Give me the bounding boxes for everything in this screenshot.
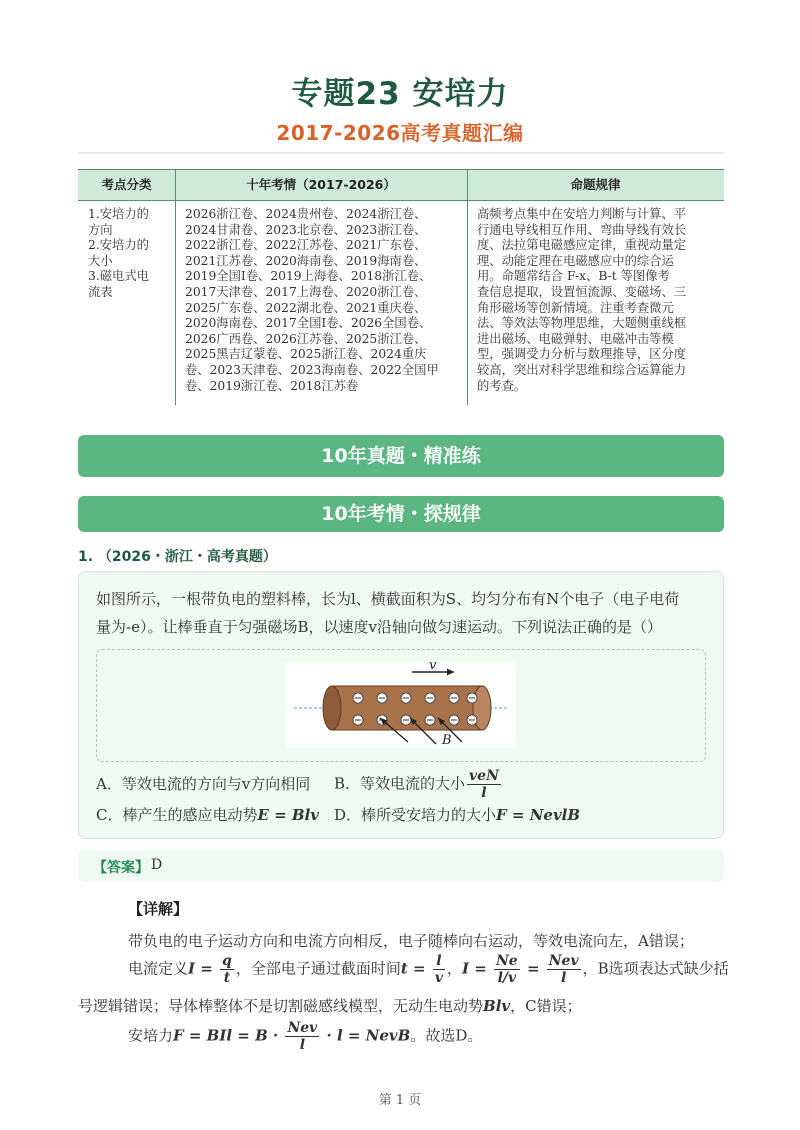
cell-line: 流表 bbox=[88, 284, 113, 299]
cell-line: 法、等效法等物理思维，大题侧重线框 bbox=[477, 316, 687, 331]
charged-rod-figure bbox=[286, 662, 516, 748]
detail-text: ，全部电子通过截面时间 bbox=[235, 959, 401, 978]
option-c bbox=[96, 804, 319, 825]
title-divider bbox=[78, 152, 724, 154]
cell-line: 较高，突出对科学思维和综合运算能力 bbox=[477, 362, 687, 377]
banner-practice: 10年真题・精准练 bbox=[78, 435, 724, 477]
option-d bbox=[334, 804, 580, 825]
fraction-denominator: l bbox=[285, 1036, 319, 1053]
option-a: A．等效电流的方向与v方向相同 bbox=[96, 775, 311, 793]
fraction-q-t bbox=[220, 953, 234, 986]
pattern-cell bbox=[477, 207, 722, 394]
formula-t: t = bbox=[400, 959, 431, 978]
topic-category-cell bbox=[88, 207, 170, 301]
detail-text: ，B选项表达式缺少括 bbox=[582, 959, 729, 978]
cell-line: 3.磁电式电 bbox=[88, 269, 149, 284]
option-b-text: B．等效电流的大小 bbox=[334, 774, 466, 793]
cell-line: 卷、2019浙江卷、2018江苏卷 bbox=[185, 378, 359, 393]
cell-line: 高频考点集中在安培力判断与计算、平 bbox=[477, 207, 687, 221]
cell-line: 2017天津卷、2017上海卷、2020浙江卷、 bbox=[185, 284, 427, 299]
detail-line-1: 带负电的电子运动方向和电流方向相反，电子随棒向右运动，等效电流向左，A错误； bbox=[128, 932, 694, 950]
option-b bbox=[334, 768, 503, 801]
question-stem bbox=[96, 585, 708, 641]
detail-text: 号逻辑错误；导体棒整体不是切割磁感线模型，无动生电动势 bbox=[78, 997, 484, 1015]
column-divider bbox=[175, 169, 176, 405]
fraction-numerator: Nev bbox=[548, 953, 579, 969]
header-pattern: 命题规律 bbox=[570, 177, 621, 192]
detail-line-4 bbox=[128, 1020, 482, 1053]
exam-history-cell bbox=[185, 207, 465, 394]
formula-blv: Blv bbox=[483, 997, 511, 1015]
question-label: 1. （2026・浙江・高考真题） bbox=[78, 549, 277, 565]
fraction-denominator: v bbox=[434, 970, 443, 986]
fraction-numerator: q bbox=[222, 953, 232, 969]
option-d-formula: F = NevlB bbox=[496, 806, 581, 824]
stem-line: 量为-e）。让棒垂直于匀强磁场B，以速度v沿轴向做匀速运动。下列说法正确的是（） bbox=[96, 618, 662, 636]
page-number: 第 1 页 bbox=[378, 1093, 422, 1108]
cell-line: 角形磁场等创新情境。注重考查微元 bbox=[477, 300, 674, 315]
cell-line: 卷、2023天津卷、2023海南卷、2022全国甲 bbox=[185, 362, 439, 377]
formula-i2: I = bbox=[461, 959, 492, 978]
fraction-numerator: veN bbox=[469, 768, 499, 784]
stem-line: 如图所示，一根带负电的塑料棒，长为l、横截面积为S、均匀分布有N个电子（电子电荷 bbox=[96, 590, 680, 608]
fraction-ne-lv bbox=[494, 953, 520, 986]
detail-text: 安培力 bbox=[128, 1026, 174, 1045]
detail-line-3 bbox=[78, 995, 582, 1016]
cell-line: 2026广西卷、2026江苏卷、2025浙江卷、 bbox=[185, 331, 427, 346]
cell-line: 查信息提取，设置恒流源、变磁场、三 bbox=[477, 284, 687, 299]
detail-label: 【详解】 bbox=[128, 900, 189, 918]
cell-line: 方向 bbox=[88, 222, 113, 237]
formula-ampere-b: · l = NevB bbox=[321, 1026, 411, 1045]
cell-line: 2022浙江卷、2022江苏卷、2021广东卷、 bbox=[185, 238, 427, 253]
fraction-denominator: l/v bbox=[494, 969, 520, 986]
detail-text: 。故选D。 bbox=[410, 1026, 483, 1045]
answer-label: 【答案】 bbox=[93, 860, 149, 876]
cell-line: 行通电导线相互作用、弯曲导线有效长 bbox=[477, 222, 687, 237]
fraction-numerator: Nev bbox=[287, 1020, 318, 1036]
formula-ampere-a: F = BIl = B · bbox=[173, 1026, 284, 1045]
cell-line: 1.安培力的 bbox=[88, 207, 149, 221]
cell-line: 理、动能定理在电磁感应中的综合运 bbox=[477, 253, 674, 268]
cell-line: 大小 bbox=[88, 253, 113, 268]
column-divider bbox=[467, 169, 468, 405]
fraction-nev-l-2 bbox=[285, 1020, 319, 1053]
page-subtitle: 2017-2026高考真题汇编 bbox=[276, 121, 524, 145]
banner-explore: 10年考情・探规律 bbox=[78, 496, 724, 532]
page-title: 专题23 安培力 bbox=[291, 76, 509, 112]
cell-line: 的考查。 bbox=[477, 378, 527, 393]
field-label: B bbox=[442, 733, 452, 748]
cell-line: 2.安培力的 bbox=[88, 238, 149, 253]
fraction-nev-l bbox=[547, 953, 581, 986]
cell-line: 2025广东卷、2022湖北卷、2021重庆卷、 bbox=[185, 300, 427, 315]
overview-table bbox=[78, 169, 724, 405]
cell-line: 2021江苏卷、2020海南卷、2019海南卷、 bbox=[185, 253, 427, 268]
cell-line: 进出磁场、电磁弹射、电磁冲击等模 bbox=[477, 331, 674, 346]
velocity-label: v bbox=[429, 662, 437, 673]
detail-text: 电流定义 bbox=[128, 959, 189, 978]
fraction-l-v bbox=[433, 953, 445, 986]
fraction-denominator: t bbox=[220, 969, 234, 986]
option-c-formula: E = Blv bbox=[257, 806, 320, 824]
answer-box bbox=[78, 850, 724, 882]
formula-i: I = bbox=[188, 959, 219, 978]
cell-line: 2024甘肃卷、2023北京卷、2023浙江卷、 bbox=[185, 222, 427, 237]
header-exam-history: 十年考情（2017-2026） bbox=[246, 177, 396, 192]
option-c-text: C．棒产生的感应电动势 bbox=[96, 806, 258, 824]
cell-line: 2020海南卷、2017全国I卷、2026全国卷、 bbox=[185, 316, 432, 331]
option-d-text: D．棒所受安培力的大小 bbox=[334, 806, 497, 824]
cell-line: 度、法拉第电磁感应定律，重视动量定 bbox=[477, 238, 687, 253]
detail-text: ， bbox=[446, 959, 462, 978]
fraction-numerator: Ne bbox=[496, 953, 518, 969]
cell-line: 2019全国I卷、2019上海卷、2018浙江卷、 bbox=[185, 269, 432, 284]
cell-line: 用。命题常结合 F-x、B-t 等图像考 bbox=[477, 269, 670, 284]
fraction-denominator: l bbox=[467, 784, 501, 801]
option-b-fraction bbox=[467, 768, 501, 801]
rod-end bbox=[323, 686, 341, 730]
answer-value: D bbox=[151, 857, 163, 873]
header-topic-category: 考点分类 bbox=[101, 177, 152, 192]
cell-line: 型，强调受力分析与数理推导，区分度 bbox=[477, 347, 687, 362]
fraction-numerator: l bbox=[436, 953, 442, 969]
detail-line-2: 电流定义I = $\frac{q}{t}$ ，全部电子通过截面时间t = $\frac{l}{v}$ ，I = $\frac{Ne}{l/v}$ = $\frac{\text{Nev}}{l}$ ，B选项表达式缺少括 bbox=[128, 953, 729, 986]
fraction-denominator: l bbox=[547, 969, 581, 986]
cell-line: 2025黑吉辽蒙卷、2025浙江卷、2024重庆 bbox=[185, 347, 427, 362]
detail-text: ，C错误； bbox=[510, 997, 582, 1015]
cell-line: 2026浙江卷、2024贵州卷、2024浙江卷、 bbox=[185, 207, 427, 221]
